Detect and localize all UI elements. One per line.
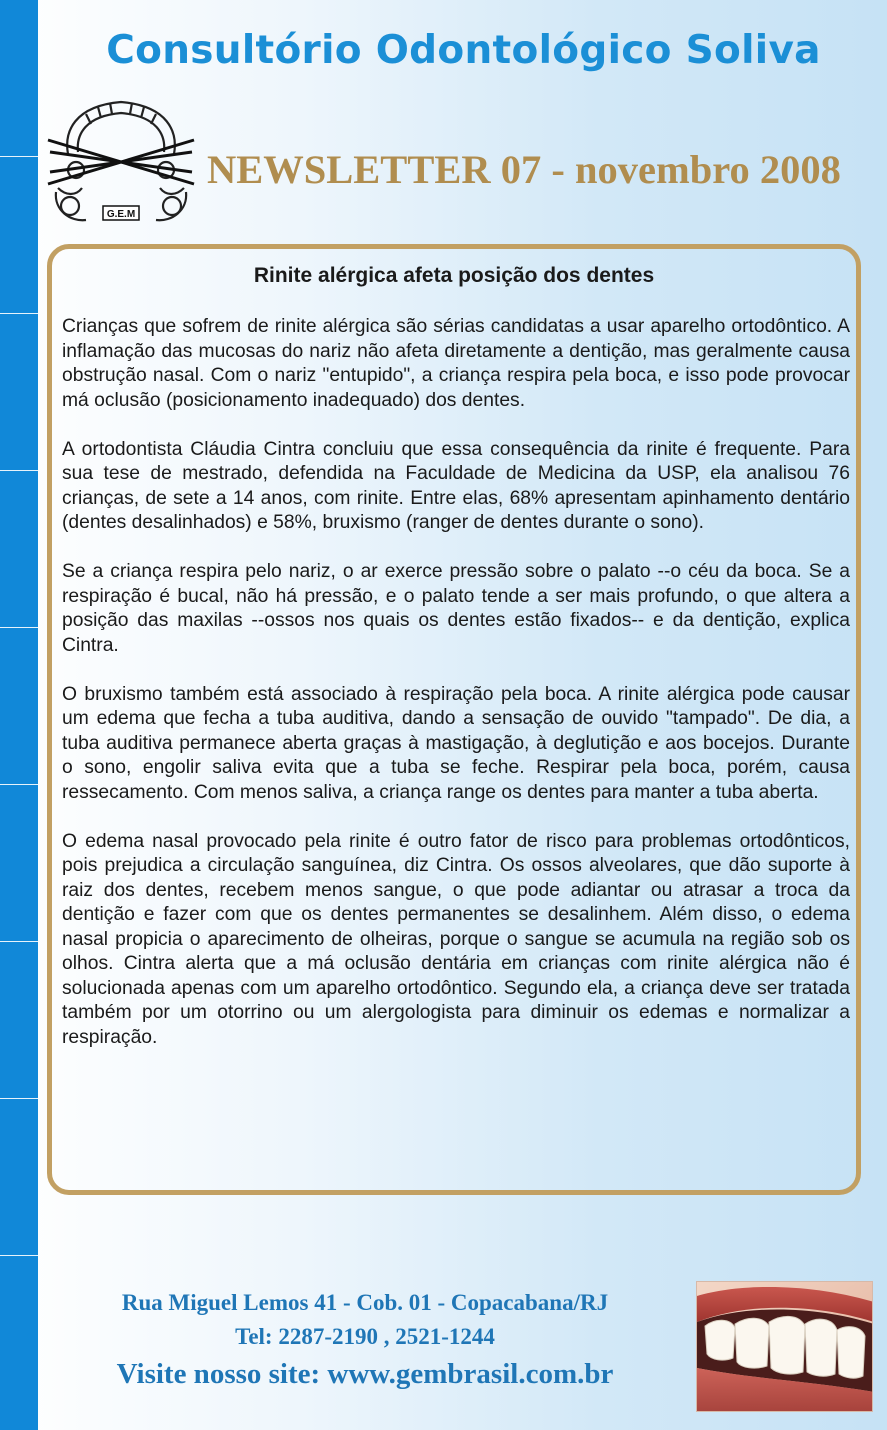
clinic-name: Consultório Odontológico Soliva	[106, 28, 821, 73]
strip-divider	[0, 941, 38, 942]
strip-divider	[0, 1098, 38, 1099]
article-body	[62, 315, 850, 1075]
smile-photo	[696, 1281, 873, 1412]
article-title: Rinite alérgica afeta posição dos dentes	[253, 264, 655, 287]
footer-address: Rua Miguel Lemos 41 - Cob. 01 - Copacabana/RJ	[121, 1290, 609, 1315]
strip-divider	[0, 313, 38, 314]
newsletter-title: NEWSLETTER 07 - novembro 2008	[207, 147, 841, 192]
side-color-strip	[0, 0, 38, 1430]
footer-website[interactable]: Visite nosso site: www.gembrasil.com.br	[116, 1358, 614, 1390]
article-paragraph: Se a criança respira pelo nariz, o ar exerce pressão sobre o palato --o céu da boca. Se a respiração é bucal, não há pressão, e o palato tende a ser mais profundo, o que altera a posição das maxilas --ossos nos quais os dentes estão fixados-- e da dentição, explica Cintra.	[62, 561, 850, 656]
strip-divider	[0, 627, 38, 628]
article-paragraph: A ortodontista Cláudia Cintra concluiu que essa consequência da rinite é frequente. Para sua tese de mestrado, defendida na Faculdade de Medicina da USP, ela analisou 76 crianças, de sete a 14 anos, com rinite. Entre elas, 68% apresentam apinhamento dentário (dentes desalinhados) e 58%, bruxismo (ranger de dentes durante o sono).	[62, 438, 850, 533]
footer-phone: Tel: 2287-2190 , 2521-1244	[235, 1324, 495, 1349]
dental-arch-icon	[46, 92, 196, 226]
strip-divider	[0, 156, 38, 157]
strip-divider	[0, 784, 38, 785]
strip-divider	[0, 1255, 38, 1256]
gem-logo	[46, 92, 196, 226]
article-paragraph: O bruxismo também está associado à respiração pela boca. A rinite alérgica pode causar um edema que fecha a tuba auditiva, dando a sensação de ouvido "tampado". De dia, a tuba auditiva permanece aberta graças à mastigação, à deglutição e aos bocejos. Durante o sono, engolir saliva evita que a tuba se feche. Respirar pela boca, porém, causa ressecamento. Com menos saliva, a criança range os dentes para manter a tuba aberta.	[62, 683, 850, 803]
strip-divider	[0, 470, 38, 471]
article-paragraph: O edema nasal provocado pela rinite é outro fator de risco para problemas ortodônticos, pois prejudica a circulação sanguínea, diz Cintra. Os ossos alveolares, que dão suporte à raiz dos dentes, recebem menos sangue, o que pode adiantar ou atrasar a troca da dentição e fazer com que os dentes permanentes se desalinhem. Além disso, o edema nasal propicia o aparecimento de olheiras, porque o sangue se acumula na região sob os olhos. Cintra alerta que a má oclusão dentária em crianças com rinite alérgica não é solucionada apenas com um aparelho ortodôntico. Segundo ela, a criança deve ser tratada também por um otorrino ou um alergologista para diminuir os edemas e normalizar a respiração.	[62, 830, 850, 1048]
smile-teeth-image	[697, 1282, 873, 1412]
logo-text: G.E.M	[106, 209, 136, 220]
article-paragraph: Crianças que sofrem de rinite alérgica são sérias candidatas a usar aparelho ortodôntico. A inflamação das mucosas do nariz não afeta diretamente a dentição, mas geralmente causa obstrução nasal. Com o nariz "entupido", a criança respira pela boca, e isso pode provocar má oclusão (posicionamento inadequado) dos dentes.	[62, 316, 850, 411]
